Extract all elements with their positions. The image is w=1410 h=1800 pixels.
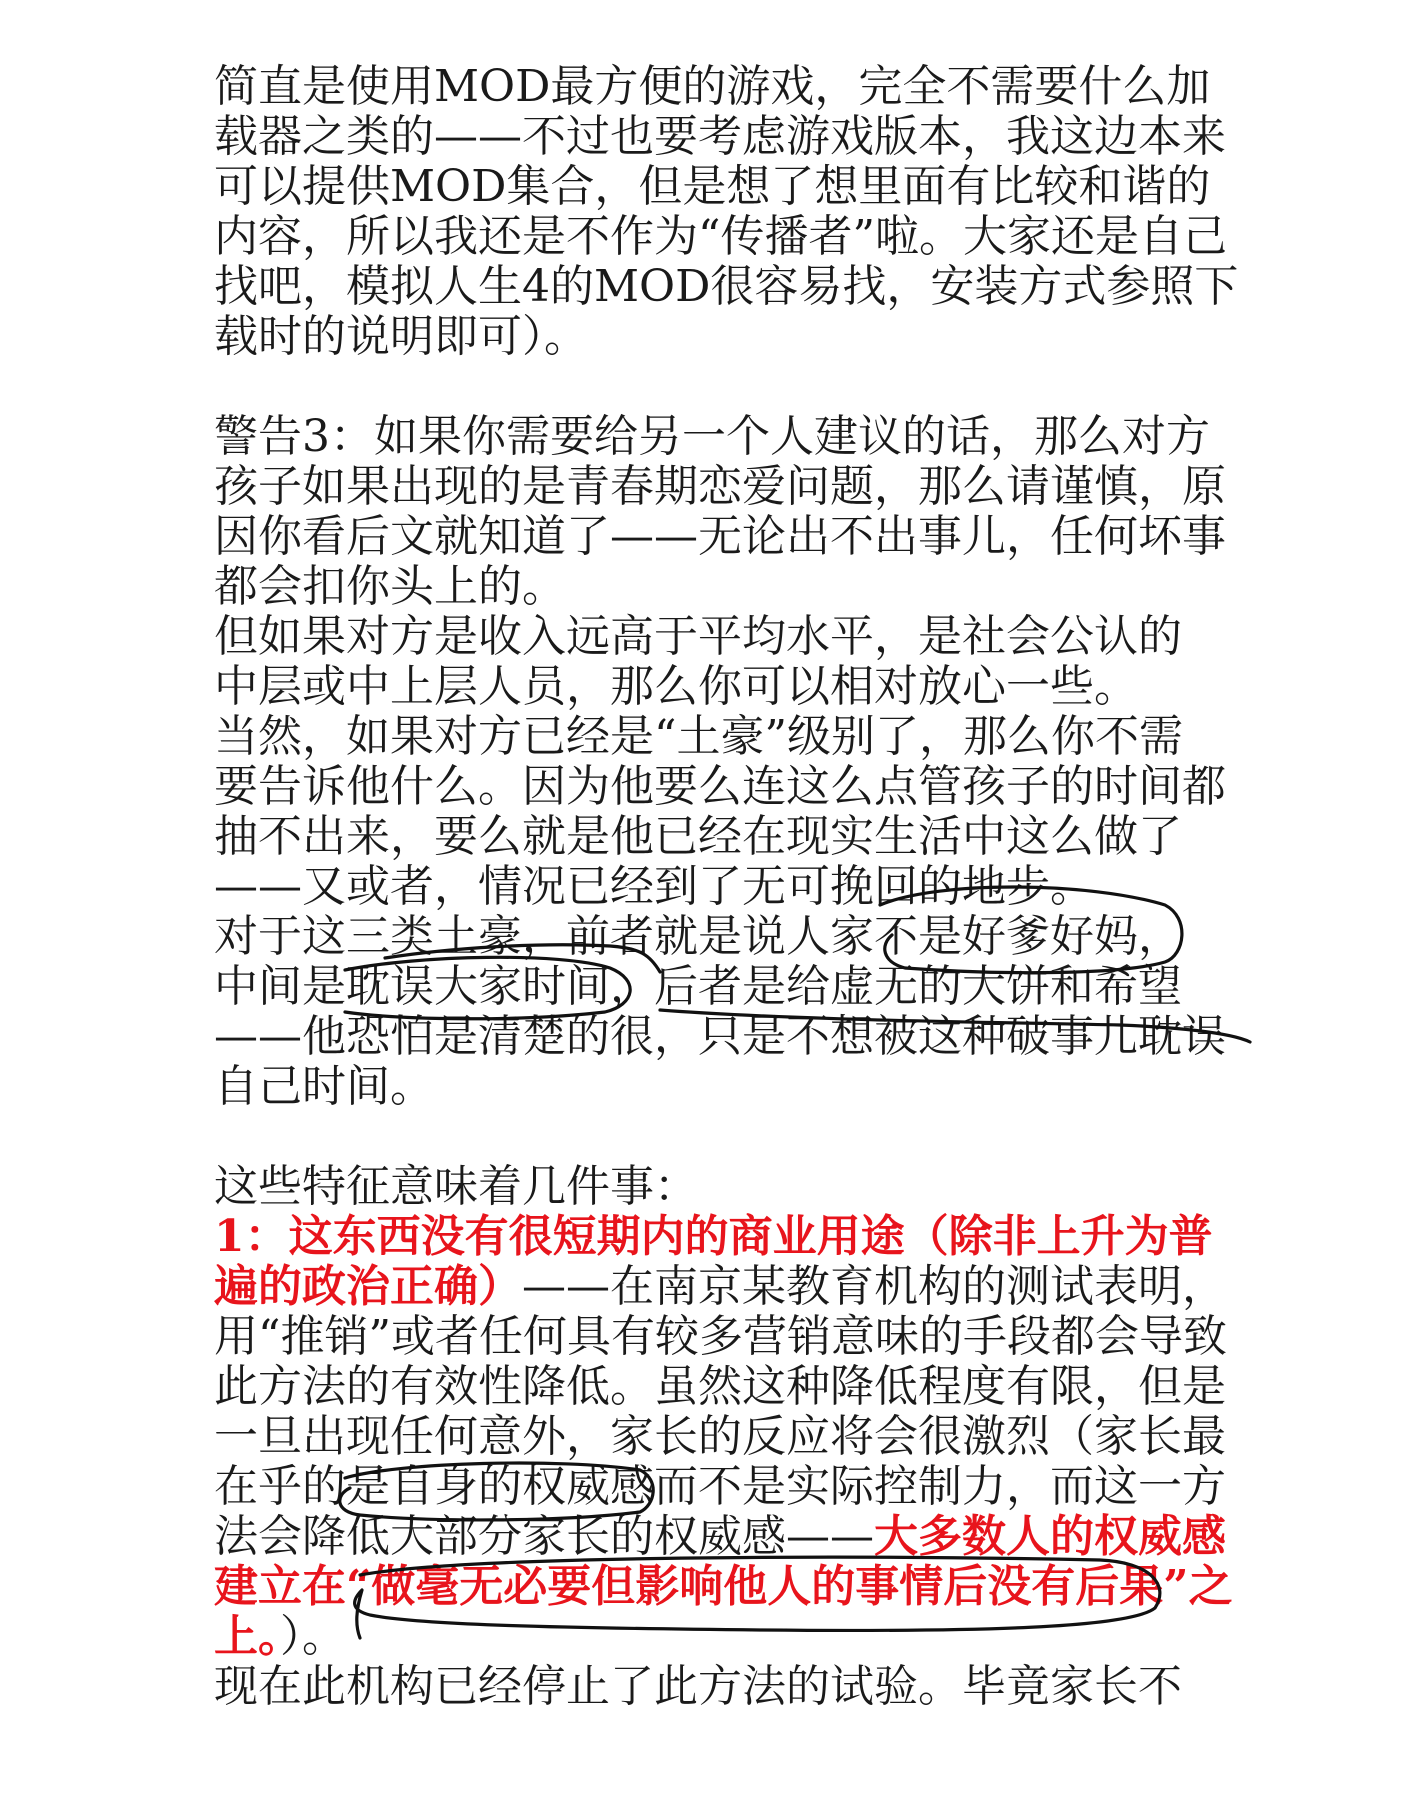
text-line: 要告诉他什么。因为他要么连这么点管孩子的时间都 — [214, 761, 1226, 812]
text-line: 内容，所以我还是不作为“传播者”啦。大家还是自己 — [214, 211, 1227, 262]
text-span: 法会降低大部分家长的权威感—— — [214, 1511, 874, 1562]
text-line: ——又或者，情况已经到了无可挽回的地步。 — [214, 861, 1094, 912]
text-line: 载时的说明即可）。 — [214, 311, 588, 362]
highlight-text: 大多数人的权威感 — [874, 1511, 1226, 1562]
text-line: 当然，如果对方已经是“土豪”级别了，那么你不需 — [214, 711, 1183, 762]
highlight-text: 遍的政治正确） — [214, 1261, 522, 1312]
text-span: ——在南京某教育机构的测试表明， — [522, 1261, 1226, 1312]
text-line: 简直是使用MOD最方便的游戏，完全不需要什么加 — [214, 61, 1211, 112]
text-line: 中间是耽误大家时间，后者是给虚无的大饼和希望 — [214, 961, 1182, 1012]
text-line: 对于这三类土豪，前者就是说人家不是好爹好妈， — [214, 911, 1182, 962]
text-line: 自己时间。 — [214, 1061, 434, 1112]
text-line: 用“推销”或者任何具有较多营销意味的手段都会导致 — [214, 1311, 1227, 1362]
text-line-mixed — [214, 1612, 346, 1662]
text-line: 但如果对方是收入远高于平均水平，是社会公认的 — [214, 611, 1182, 662]
text-line: 找吧，模拟人生4的MOD很容易找，安装方式参照下 — [214, 261, 1239, 312]
highlight-line: 1：这东西没有很短期内的商业用途（除非上升为普 — [214, 1211, 1213, 1262]
highlight-line: 建立在“做毫无必要但影响他人的事情后没有后果”之 — [214, 1561, 1233, 1612]
text-line-mixed — [214, 1262, 1226, 1312]
text-line: 现在此机构已经停止了此方法的试验。毕竟家长不 — [214, 1661, 1182, 1712]
text-line: 此方法的有效性降低。虽然这种降低程度有限，但是 — [214, 1361, 1226, 1412]
text-line: 可以提供MOD集合，但是想了想里面有比较和谐的 — [214, 161, 1211, 212]
text-line: 抽不出来，要么就是他已经在现实生活中这么做了 — [214, 811, 1182, 862]
highlight-text: 上。 — [214, 1611, 280, 1662]
text-span: ）。 — [280, 1611, 346, 1662]
text-line: 中层或中上层人员，那么你可以相对放心一些。 — [214, 661, 1138, 712]
text-line-mixed — [214, 1512, 1226, 1562]
text-line: 一旦出现任何意外，家长的反应将会很激烈（家长最 — [214, 1411, 1226, 1462]
text-line: ——他恐怕是清楚的很，只是不想被这种破事儿耽误 — [214, 1011, 1226, 1062]
text-line: 孩子如果出现的是青春期恋爱问题，那么请谨慎，原 — [214, 461, 1226, 512]
text-line: 在乎的是自身的权威感而不是实际控制力，而这一方 — [214, 1461, 1226, 1512]
text-line: 因你看后文就知道了——无论出不出事儿，任何坏事 — [214, 511, 1226, 562]
text-line: 载器之类的——不过也要考虑游戏版本，我这边本来 — [214, 111, 1226, 162]
text-line: 都会扣你头上的。 — [214, 561, 566, 612]
text-line: 警告3：如果你需要给另一个人建议的话，那么对方 — [214, 411, 1210, 462]
text-line: 这些特征意味着几件事： — [214, 1161, 698, 1212]
